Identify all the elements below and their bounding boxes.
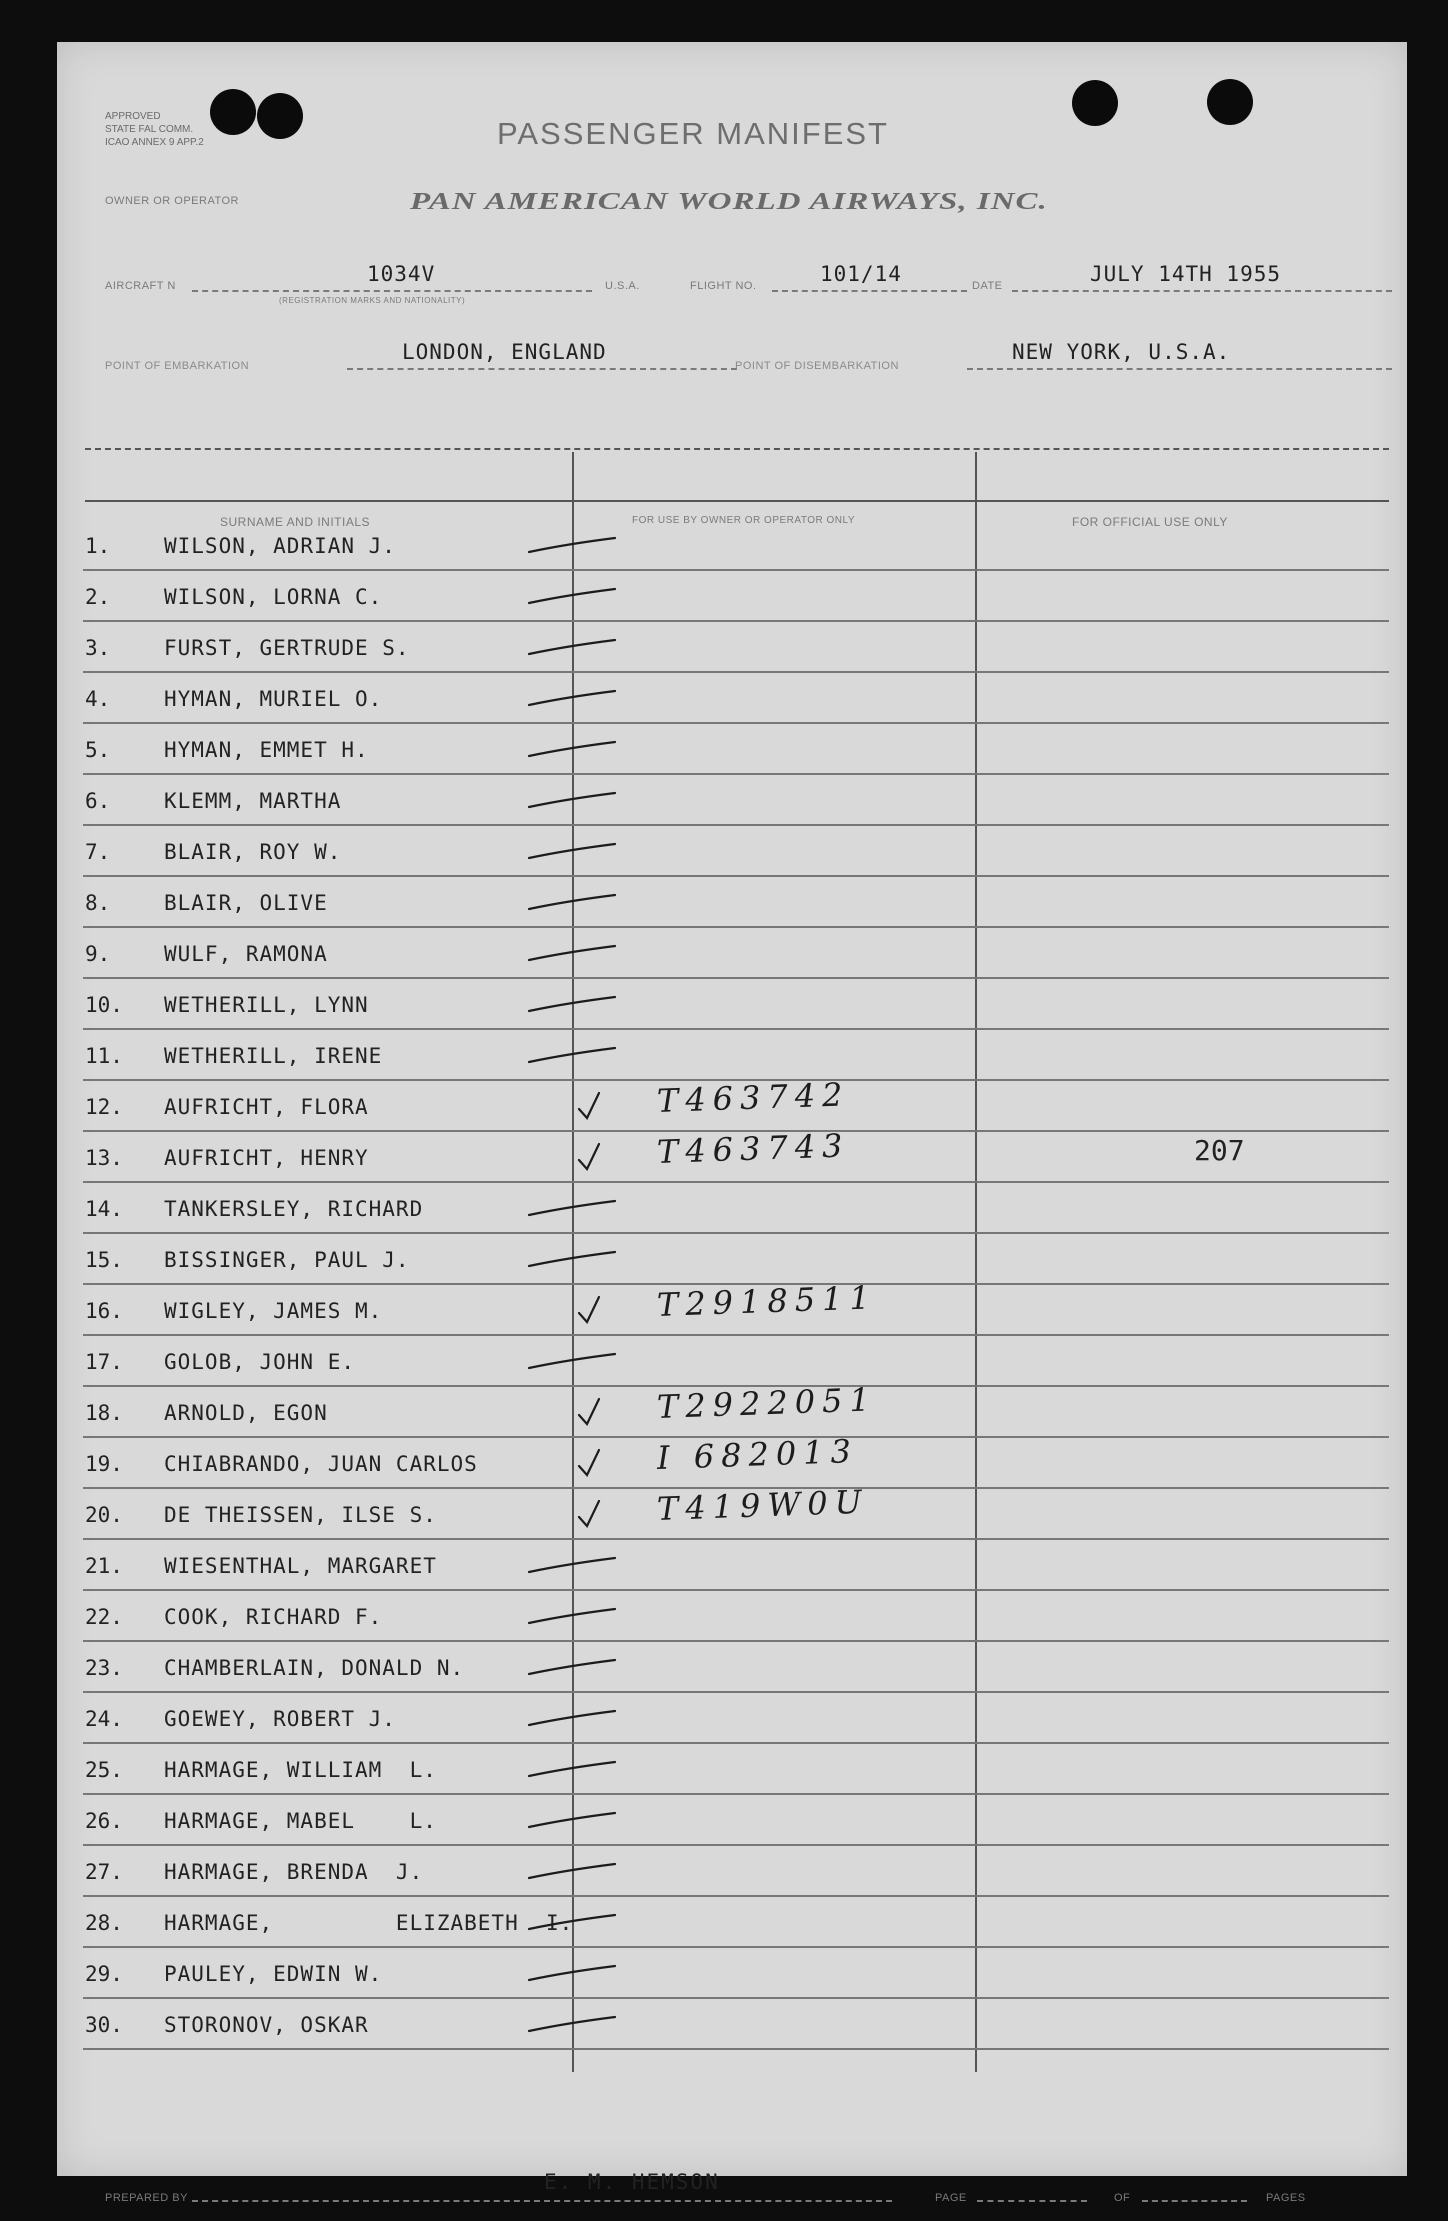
dash-mark-icon xyxy=(527,785,617,815)
prepared-label: PREPARED BY xyxy=(105,2192,188,2204)
row-number: 17. xyxy=(85,1350,123,1374)
row-number: 24. xyxy=(85,1707,123,1731)
flight-label: FLIGHT NO. xyxy=(690,280,757,292)
ticket-number: T2918511 xyxy=(656,1278,878,1324)
dash-mark-icon xyxy=(527,1652,617,1682)
page-title: PASSENGER MANIFEST xyxy=(497,116,889,151)
passenger-name: AUFRICHT, HENRY xyxy=(164,1146,369,1170)
column-header-official-use: FOR OFFICIAL USE ONLY xyxy=(1072,515,1228,529)
passenger-row xyxy=(57,1482,1407,1540)
dash-mark-icon xyxy=(527,1703,617,1733)
ticket-number: I 682013 xyxy=(656,1431,859,1477)
page-underline xyxy=(977,2200,1087,2202)
aircraft-label: AIRCRAFT N xyxy=(105,280,176,292)
check-mark-icon xyxy=(527,1397,617,1427)
passenger-row xyxy=(57,724,1407,775)
row-number: 23. xyxy=(85,1656,123,1680)
prepared-underline xyxy=(192,2200,892,2202)
embark-value: LONDON, ENGLAND xyxy=(402,340,607,364)
row-number: 16. xyxy=(85,1299,123,1323)
passenger-row xyxy=(57,1380,1407,1438)
check-mark-icon xyxy=(527,1091,617,1121)
passenger-name: WILSON, LORNA C. xyxy=(164,585,383,609)
passenger-name: FURST, GERTRUDE S. xyxy=(164,636,410,660)
passenger-row xyxy=(57,1999,1407,2050)
dash-mark-icon xyxy=(527,1856,617,1886)
row-number: 27. xyxy=(85,1860,123,1884)
ticket-number: T463742 xyxy=(656,1075,851,1120)
check-mark-icon xyxy=(527,1142,617,1172)
passenger-row xyxy=(57,1795,1407,1846)
row-number: 30. xyxy=(85,2013,123,2037)
stamp-line: APPROVED xyxy=(105,111,161,122)
passenger-name: GOLOB, JOHN E. xyxy=(164,1350,356,1374)
row-number: 3. xyxy=(85,636,111,660)
check-mark-icon xyxy=(527,1499,617,1529)
manifest-sheet xyxy=(57,42,1407,2204)
embark-label: POINT OF EMBARKATION xyxy=(105,360,250,372)
dash-mark-icon xyxy=(527,1346,617,1376)
row-number: 19. xyxy=(85,1452,123,1476)
stamp-line: ICAO ANNEX 9 APP.2 xyxy=(105,137,204,148)
page-label: PAGE xyxy=(935,2192,967,2204)
passenger-name: WULF, RAMONA xyxy=(164,942,328,966)
date-label: DATE xyxy=(972,280,1003,292)
row-number: 14. xyxy=(85,1197,123,1221)
check-mark-icon xyxy=(527,1448,617,1478)
row-number: 28. xyxy=(85,1911,123,1935)
dash-mark-icon xyxy=(527,1040,617,1070)
passenger-name: AUFRICHT, FLORA xyxy=(164,1095,369,1119)
passenger-row xyxy=(57,877,1407,928)
passenger-row xyxy=(57,1234,1407,1285)
passenger-row xyxy=(57,1030,1407,1081)
passenger-row xyxy=(57,1948,1407,1999)
dash-mark-icon xyxy=(527,530,617,560)
official-note: 207 xyxy=(1194,1134,1245,1167)
passenger-name: CHAMBERLAIN, DONALD N. xyxy=(164,1656,465,1680)
passenger-row xyxy=(57,1744,1407,1795)
passenger-row xyxy=(57,1278,1407,1336)
passenger-name: WIESENTHAL, MARGARET xyxy=(164,1554,437,1578)
passenger-row xyxy=(57,673,1407,724)
passenger-name: STORONOV, OSKAR xyxy=(164,2013,369,2037)
aircraft-value: 1034V xyxy=(367,262,436,286)
date-underline xyxy=(1012,290,1392,292)
dash-mark-icon xyxy=(527,1907,617,1937)
table-top-rule xyxy=(85,448,1389,450)
row-number: 11. xyxy=(85,1044,123,1068)
stamp-line: STATE FAL COMM. xyxy=(105,124,194,135)
row-number: 8. xyxy=(85,891,111,915)
passenger-name: BISSINGER, PAUL J. xyxy=(164,1248,410,1272)
row-number: 4. xyxy=(85,687,111,711)
ticket-number: T463743 xyxy=(656,1126,851,1171)
passenger-name: WETHERILL, LYNN xyxy=(164,993,369,1017)
owner-label: OWNER OR OPERATOR xyxy=(105,195,239,207)
passenger-name: TANKERSLEY, RICHARD xyxy=(164,1197,424,1221)
dash-mark-icon xyxy=(527,632,617,662)
dash-mark-icon xyxy=(527,1601,617,1631)
passenger-name: GOEWEY, ROBERT J. xyxy=(164,1707,396,1731)
passenger-name: HARMAGE, ELIZABETH I. xyxy=(164,1911,574,1935)
row-number: 29. xyxy=(85,1962,123,1986)
date-value: JULY 14TH 1955 xyxy=(1090,262,1282,286)
row-number: 5. xyxy=(85,738,111,762)
passenger-row xyxy=(57,520,1407,571)
pages-label: PAGES xyxy=(1266,2192,1306,2204)
passenger-name: BLAIR, ROY W. xyxy=(164,840,342,864)
row-number: 15. xyxy=(85,1248,123,1272)
passenger-name: COOK, RICHARD F. xyxy=(164,1605,383,1629)
approval-stamp xyxy=(105,110,235,149)
row-number: 1. xyxy=(85,534,111,558)
of-underline xyxy=(1142,2200,1247,2202)
punch-hole-right-1 xyxy=(1072,80,1118,126)
passenger-row xyxy=(57,1897,1407,1948)
dash-mark-icon xyxy=(527,887,617,917)
disembark-label: POINT OF DISEMBARKATION xyxy=(735,360,899,372)
prepared-by-value: E. M. HEMSON xyxy=(544,2170,720,2194)
row-rule xyxy=(83,2048,1389,2050)
owner-value: PAN AMERICAN WORLD AIRWAYS, INC. xyxy=(410,188,1048,215)
passenger-name: CHIABRANDO, JUAN CARLOS xyxy=(164,1452,478,1476)
row-number: 22. xyxy=(85,1605,123,1629)
usa-label: U.S.A. xyxy=(605,280,640,292)
check-mark-icon xyxy=(527,1295,617,1325)
passenger-row xyxy=(57,826,1407,877)
passenger-name: WILSON, ADRIAN J. xyxy=(164,534,396,558)
row-number: 2. xyxy=(85,585,111,609)
passenger-row xyxy=(57,1075,1407,1132)
ticket-number: T419W0U xyxy=(656,1482,870,1528)
dash-mark-icon xyxy=(527,1550,617,1580)
dash-mark-icon xyxy=(527,683,617,713)
passenger-row xyxy=(57,1846,1407,1897)
row-number: 6. xyxy=(85,789,111,813)
punch-hole-right-2 xyxy=(1207,79,1253,125)
passenger-name: BLAIR, OLIVE xyxy=(164,891,328,915)
table-header-rule xyxy=(85,500,1389,502)
row-number: 10. xyxy=(85,993,123,1017)
flight-underline xyxy=(772,290,967,292)
dash-mark-icon xyxy=(527,1244,617,1274)
row-number: 21. xyxy=(85,1554,123,1578)
column-header-operator-use: FOR USE BY OWNER OR OPERATOR ONLY xyxy=(632,515,856,526)
passenger-name: WETHERILL, IRENE xyxy=(164,1044,383,1068)
dash-mark-icon xyxy=(527,1805,617,1835)
dash-mark-icon xyxy=(527,2009,617,2039)
passenger-row xyxy=(57,622,1407,673)
passenger-name: HYMAN, EMMET H. xyxy=(164,738,369,762)
row-number: 26. xyxy=(85,1809,123,1833)
passenger-row xyxy=(57,928,1407,979)
passenger-name: ARNOLD, EGON xyxy=(164,1401,328,1425)
punch-hole-left-2 xyxy=(257,93,303,139)
dash-mark-icon xyxy=(527,1193,617,1223)
flight-value: 101/14 xyxy=(820,262,902,286)
passenger-row xyxy=(57,1540,1407,1591)
passenger-name: HARMAGE, MABEL L. xyxy=(164,1809,437,1833)
dash-mark-icon xyxy=(527,836,617,866)
ticket-number: T2922051 xyxy=(656,1380,878,1426)
disembark-underline xyxy=(967,368,1392,370)
passenger-name: HYMAN, MURIEL O. xyxy=(164,687,383,711)
dash-mark-icon xyxy=(527,1958,617,1988)
disembark-value: NEW YORK, U.S.A. xyxy=(1012,340,1231,364)
passenger-row xyxy=(57,775,1407,826)
passenger-row xyxy=(57,1431,1407,1489)
dash-mark-icon xyxy=(527,1754,617,1784)
passenger-row xyxy=(57,1642,1407,1693)
of-label: OF xyxy=(1114,2192,1131,2204)
passenger-name: WIGLEY, JAMES M. xyxy=(164,1299,383,1323)
passenger-row xyxy=(57,979,1407,1030)
dash-mark-icon xyxy=(527,989,617,1019)
passenger-row xyxy=(57,1591,1407,1642)
registration-note: (REGISTRATION MARKS AND NATIONALITY) xyxy=(279,296,466,305)
column-header-surname: SURNAME AND INITIALS xyxy=(220,515,371,529)
row-number: 20. xyxy=(85,1503,123,1527)
passenger-name: KLEMM, MARTHA xyxy=(164,789,342,813)
row-number: 13. xyxy=(85,1146,123,1170)
embark-underline xyxy=(347,368,737,370)
passenger-name: HARMAGE, BRENDA J. xyxy=(164,1860,424,1884)
passenger-row xyxy=(57,571,1407,622)
passenger-row xyxy=(57,1183,1407,1234)
row-number: 12. xyxy=(85,1095,123,1119)
row-number: 7. xyxy=(85,840,111,864)
row-number: 25. xyxy=(85,1758,123,1782)
passenger-row xyxy=(57,1336,1407,1387)
passenger-name: DE THEISSEN, ILSE S. xyxy=(164,1503,437,1527)
dash-mark-icon xyxy=(527,581,617,611)
passenger-name: PAULEY, EDWIN W. xyxy=(164,1962,383,1986)
row-number: 18. xyxy=(85,1401,123,1425)
aircraft-underline xyxy=(192,290,592,292)
row-number: 9. xyxy=(85,942,111,966)
dash-mark-icon xyxy=(527,734,617,764)
dash-mark-icon xyxy=(527,938,617,968)
passenger-row xyxy=(57,1693,1407,1744)
passenger-name: HARMAGE, WILLIAM L. xyxy=(164,1758,437,1782)
